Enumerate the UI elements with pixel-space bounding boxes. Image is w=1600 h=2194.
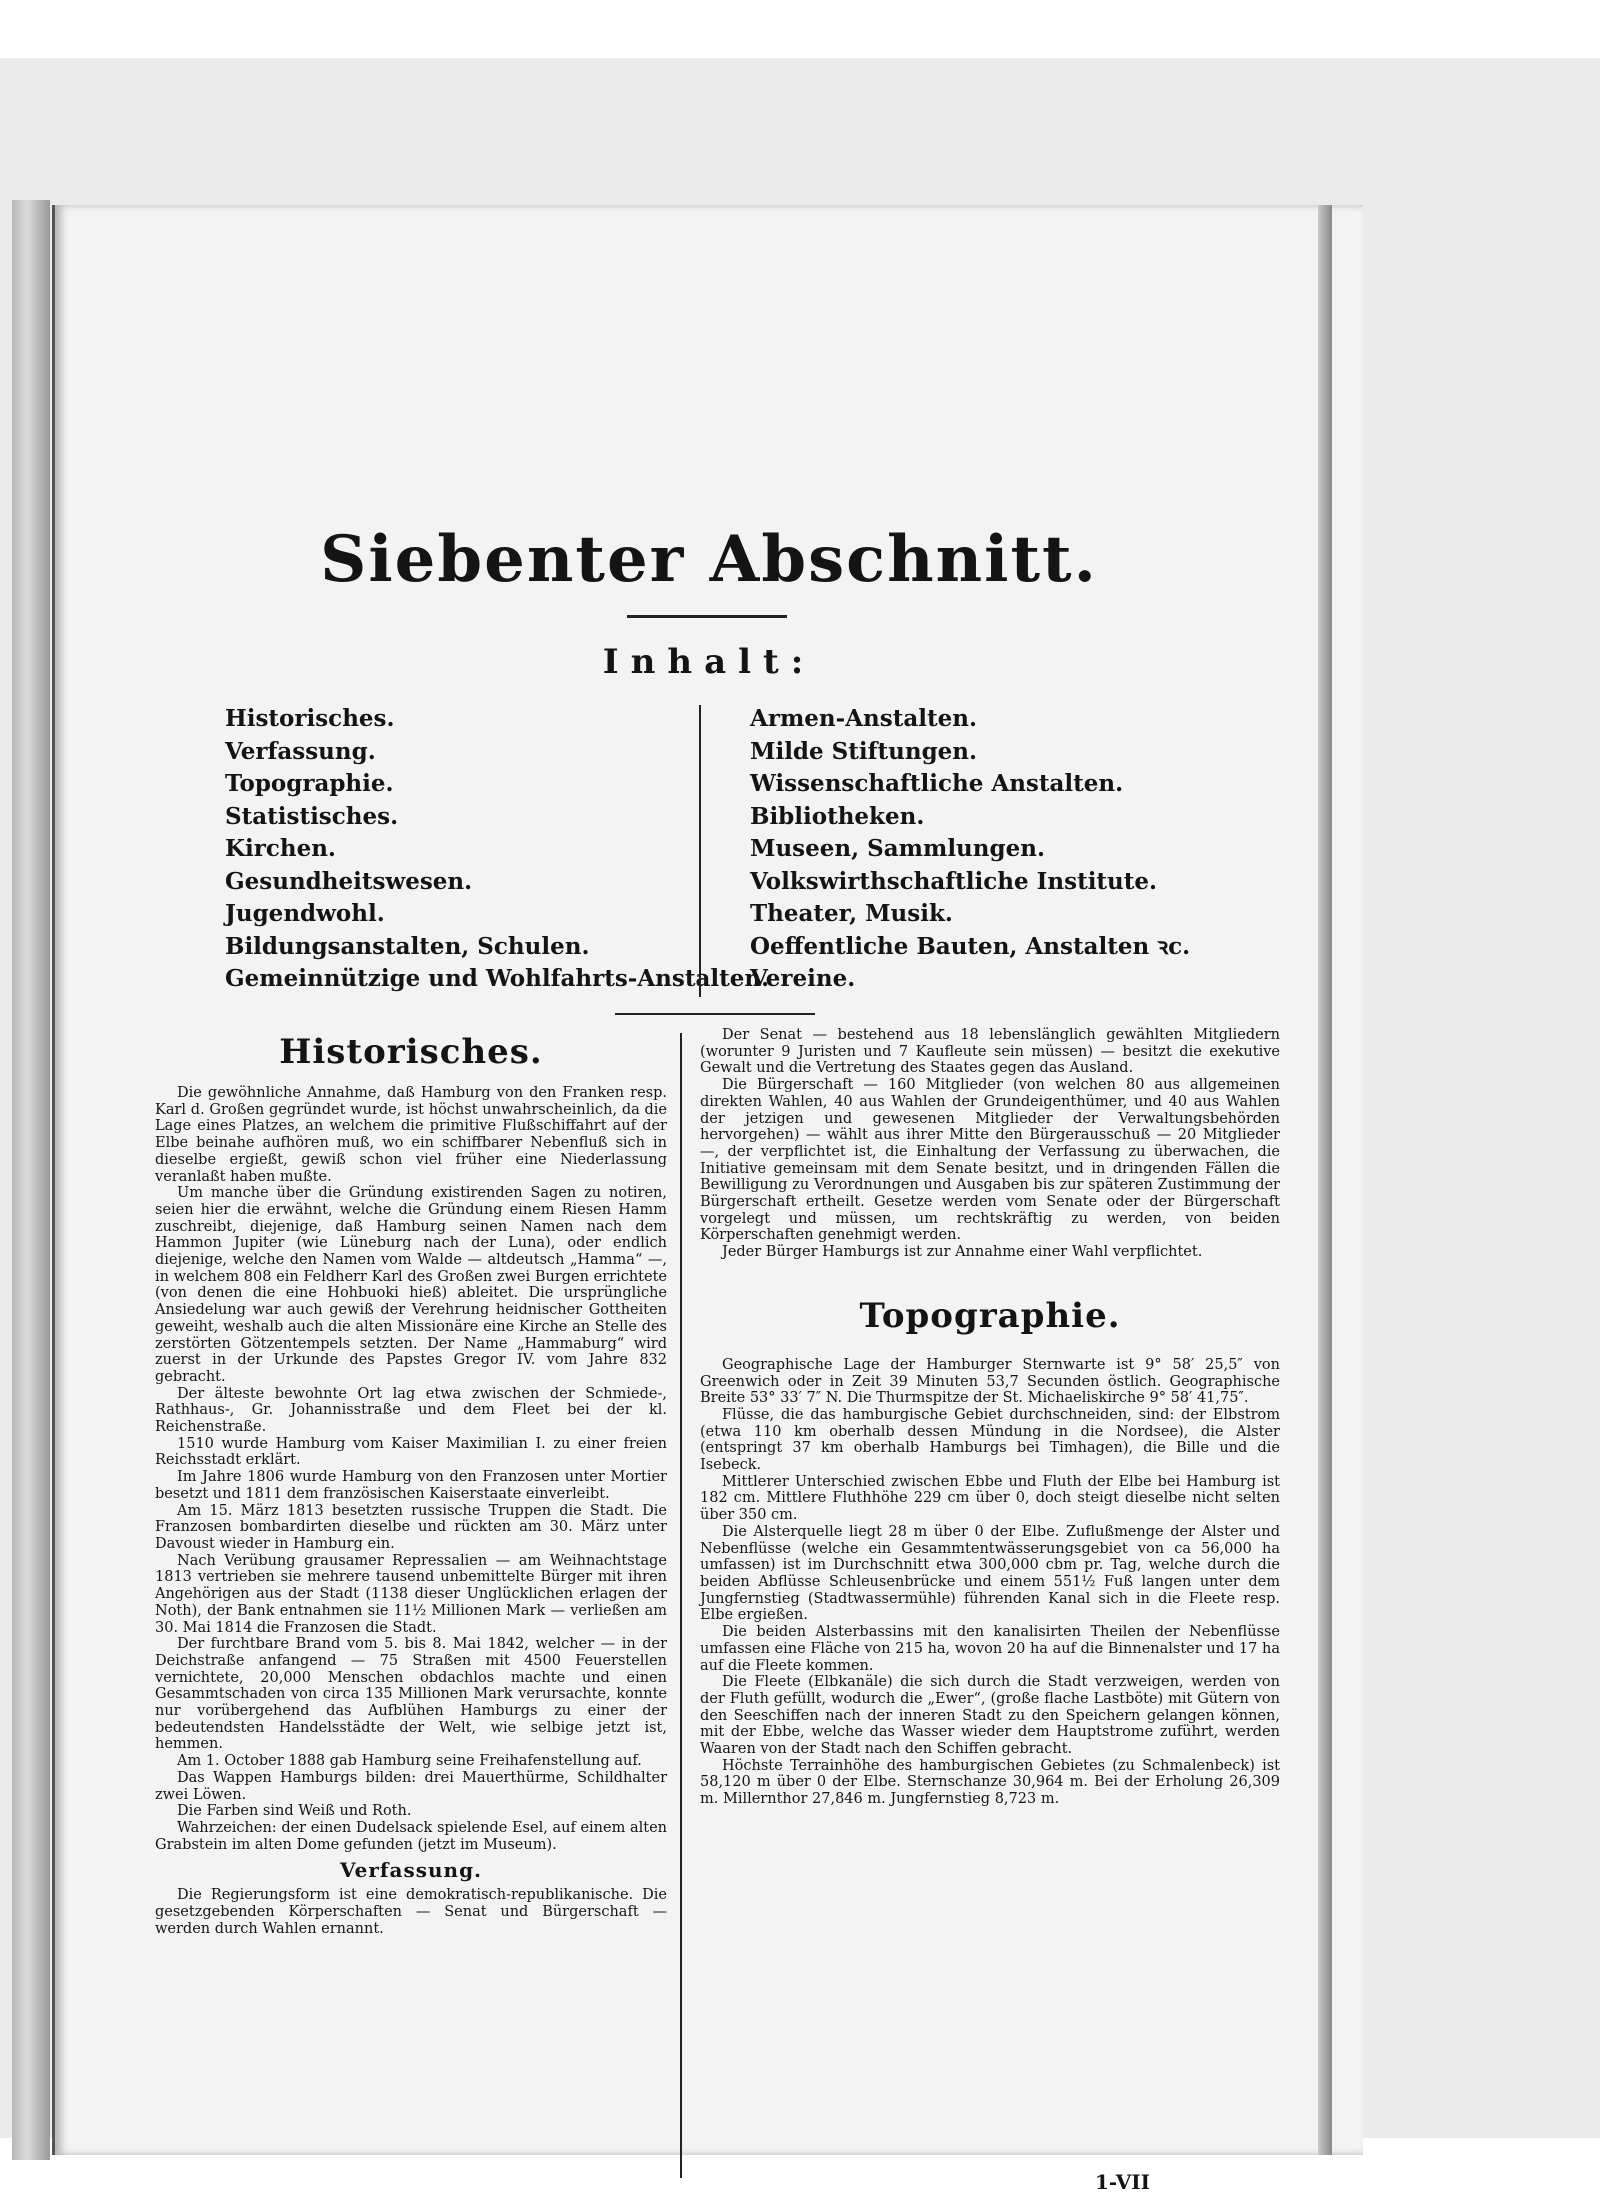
paragraph: Die Bürgerschaft — 160 Mitglieder (von welchen 80 aus allgemeinen direkten Wahlen, 40 aus Wahlen der Grundeigenthümer, und 40 aus Wahlen der jetzigen und gewesenen Mitglieder der Verwaltungsbehörden hervorgehen) — wählt aus ihrer Mitte den Bürgerausschuß — 20 Mitglieder —, der verpflichtet ist, die Einhaltung der Verfassung zu überwachen, die Initiative gemeinsam mit dem Senate besitzt, und in dringenden Fällen die Bewilligung zu Verordnungen und Ausgaben bis zur späteren Zustimmung der Bürgerschaft ertheilt. Gesetze werden vom Senate oder der Bürgerschaft vorgelegt und müssen, um rechtskräftig zu werden, von beiden Körperschaften genehmigt werden. <box>700 1077 1280 1244</box>
paragraph: Jeder Bürger Hamburgs ist zur Annahme einer Wahl verpflichtet. <box>722 1244 1203 1261</box>
paragraph: Nach Verübung grausamer Repressalien — am Weihnachtstage 1813 vertrieben sie mehrere tausend unbemittelte Bürger mit ihren Angehörigen aus der Stadt (1138 dieser Unglücklichen erlagen der Noth), der Bank entnahmen sie 11½ Millionen Mark — verließen am 30. Mai 1814 die Franzosen die Stadt. <box>155 1552 667 1636</box>
paragraph: Die Regierungsform ist eine demokratisch-republikanische. Die gesetzgebenden Körperschaften — Senat und Bürgerschaft — werden durch Wahlen ernannt. <box>155 1887 667 1937</box>
toc-item: Oeffentliche Bauten, Anstalten ꝛc. <box>750 932 1191 960</box>
toc-item: Historisches. <box>225 705 395 732</box>
contents-rule <box>615 1013 815 1015</box>
paragraph: Der Senat — bestehend aus 18 lebenslänglich gewählten Mitgliedern (worunter 9 Juristen und 7 Kaufleute sein müssen) — besitzt die exekutive Gewalt und die Vertretung des Staates gegen das Ausland. <box>700 1027 1280 1077</box>
paragraph: Die beiden Alsterbassins mit den kanalisirten Theilen der Nebenflüsse umfassen eine Fläche von 215 ha, wovon 20 ha auf die Binnenalster und 17 ha auf die Fleete kommen. <box>700 1624 1280 1674</box>
paragraph: Im Jahre 1806 wurde Hamburg von den Franzosen unter Mortier besetzt und 1811 dem französischen Kaiserstaate einverleibt. <box>155 1469 667 1502</box>
toc-item: Jugendwohl. <box>225 900 385 927</box>
paragraph: 1510 wurde Hamburg vom Kaiser Maximilian I. zu einer freien Reichsstadt erklärt. <box>155 1435 667 1469</box>
paragraph: Die gewöhnliche Annahme, daß Hamburg von den Franken resp. Karl d. Großen gegründet wurde, ist höchst unwahrscheinlich, da die Lage eines Platzes, an welchem die primitive Flußschiffahrt auf der Elbe beinahe aufhören muß, wo ein schiffbarer Nebenfluß sich in dieselbe ergießt, gewiß schon viel früher eine Niederlassung veranlaßt haben mußte. <box>155 1085 667 1185</box>
paragraph: Am 15. März 1813 besetzten russische Truppen die Stadt. Die Franzosen bombardirten dieselbe und rückten am 30. März unter Davoust wieder in Hamburg ein. <box>155 1502 667 1552</box>
paragraph: Flüsse, die das hamburgische Gebiet durchschneiden, sind: der Elbstrom (etwa 110 km oberhalb dessen Mündung in die Nordsee), die Alster (entspringt 37 km oberhalb Hamburgs bei Timhagen), die Bille und die Isebeck. <box>700 1406 1280 1474</box>
document-page <box>52 205 1363 2194</box>
toc-item: Vereine. <box>750 965 856 992</box>
title-rule <box>627 615 787 618</box>
page-number: 1-VII <box>1095 2170 1150 2194</box>
toc-left-list <box>225 703 769 996</box>
paragraph: Höchste Terrainhöhe des hamburgischen Gebietes (zu Schmalenbeck) ist 58,120 m über 0 der Elbe. Sternschanze 30,964 m. Bei der Erholung 26,309 m. Millernthor 27,846 m. Jungfernstieg 8,723 m. <box>700 1757 1280 1808</box>
toc-item: Statistisches. <box>225 802 399 830</box>
book-spine-edge <box>12 200 50 2160</box>
contents-heading: Inhalt: <box>602 642 816 682</box>
toc-item: Topographie. <box>225 770 394 797</box>
toc-right-list <box>750 703 1190 996</box>
paragraph: Mittlerer Unterschied zwischen Ebbe und Fluth der Elbe bei Hamburg ist 182 cm. Mittlere Fluthhöhe 229 cm über 0, doch steigt dieselbe nicht selten über 350 cm. <box>700 1473 1280 1524</box>
verfassung-heading: Verfassung. <box>339 1858 483 1883</box>
toc-item: Armen-Anstalten. <box>750 705 977 732</box>
paragraph: Am 1. October 1888 gab Hamburg seine Freihafenstellung auf. <box>177 1753 642 1770</box>
historisches-heading: Historisches. <box>279 1032 543 1072</box>
paragraph: Das Wappen Hamburgs bilden: drei Mauerthürme, Schildhalter zwei Löwen. <box>155 1769 667 1803</box>
toc-item: Gesundheitswesen. <box>225 867 473 895</box>
left-column <box>155 1025 667 1937</box>
section-title: Siebenter Abschnitt. <box>320 522 1098 597</box>
toc-item: Verfassung. <box>225 737 376 765</box>
paragraph: Wahrzeichen: der einen Dudelsack spielende Esel, auf einem alten Grabstein im alten Dome gefunden (jetzt im Museum). <box>155 1819 667 1853</box>
paragraph: Geographische Lage der Hamburger Sternwarte ist 9° 58′ 25,5″ von Greenwich oder in Zeit 39 Minuten 53,7 Secunden östlich. Geographische Breite 53° 33′ 7″ N. Die Thurmspitze der St. Michaeliskirche 9° 58′ 41,75″. <box>700 1356 1280 1407</box>
toc-item: Kirchen. <box>225 835 336 862</box>
toc-item: Bibliotheken. <box>750 802 925 830</box>
page-right-edge <box>1318 205 1332 2155</box>
toc-item: Wissenschaftliche Anstalten. <box>750 770 1124 797</box>
paragraph: Um manche über die Gründung existirenden Sagen zu notiren, seien hier die erwähnt, welche die Gründung einem Riesen Hamm zuschreibt, diejenige, daß Hamburg seinen Namen nach dem Hammon Jupiter (wie Lüneburg nach der Luna), oder endlich diejenige, welche den Namen vom Walde — altdeutsch „Hamma“ —, in welchem 808 ein Feldherr Karl des Großen zwei Burgen errichtete (von denen die eine Hohbuoki hieß) ableitet. Die ursprüngliche Ansiedelung war auch gewiß der Verehrung heidnischer Gottheiten geweiht, weshalb auch die alten Missionäre eine Kirche an Stelle des zerstörten Götzentempels setzten. Der Name „Hammaburg“ wird zuerst in der Urkunde des Papstes Gregor IV. vom Jahre 832 gebracht. <box>155 1185 667 1385</box>
toc-item: Milde Stiftungen. <box>750 737 978 765</box>
paragraph: Der älteste bewohnte Ort lag etwa zwischen der Schmiede-, Rathhaus-, Gr. Johannisstraße und dem Fleet bei der kl. Reichenstraße. <box>155 1385 667 1436</box>
paragraph: Der furchtbare Brand vom 5. bis 8. Mai 1842, welcher — in der Deichstraße anfangend — 75 Straßen mit 4500 Feuerstellen vernichtete, 20,000 Menschen obdachlos machte und einen Gesammtschaden von circa 135 Millionen Mark verursachte, konnte nur vorübergehend das Aufblühen Hamburgs zu einer der bedeutendsten Handelsstädte der Welt, wie selbige jetzt ist, hemmen. <box>155 1636 667 1753</box>
paragraph: Die Alsterquelle liegt 28 m über 0 der Elbe. Zuflußmenge der Alster und Nebenflüsse (welche ein Gesammtentwässerungsgebiet von ca 56,000 ha umfassen) ist im Durchschnitt etwa 300,000 cbm pr. Tag, welche durch die beiden Abflüsse Schleusenbrücke und einem 551½ Fuß langen unter dem Jungfernstieg (Stadtwassermühle) führenden Kanal sich in die Fleete resp. Elbe ergießen. <box>700 1523 1280 1624</box>
right-column <box>700 1027 1280 1808</box>
toc-item: Theater, Musik. <box>750 900 953 927</box>
toc-item: Bildungsanstalten, Schulen. <box>225 932 590 960</box>
toc-divider <box>699 705 701 997</box>
toc-item: Gemeinnützige und Wohlfahrts-Anstalten. <box>225 965 770 992</box>
toc-item: Volkswirthschaftliche Institute. <box>750 867 1158 895</box>
toc-item: Museen, Sammlungen. <box>750 835 1045 862</box>
paragraph: Die Fleete (Elbkanäle) die sich durch die Stadt verzweigen, werden von der Fluth gefüllt, wodurch die „Ewer“, (große flache Lastböte) mit Gütern von den Seeschiffen nach der inneren Stadt zu den Speichern gelangen können, mit der Ebbe, welche das Wasser wieder dem Hauptstrome zuführt, werden Waaren von der Stadt nach den Schiffen gebracht. <box>700 1674 1280 1758</box>
column-divider <box>680 1033 682 2178</box>
topographie-heading: Topographie. <box>859 1295 1121 1336</box>
paragraph: Die Farben sind Weiß und Roth. <box>177 1803 412 1820</box>
